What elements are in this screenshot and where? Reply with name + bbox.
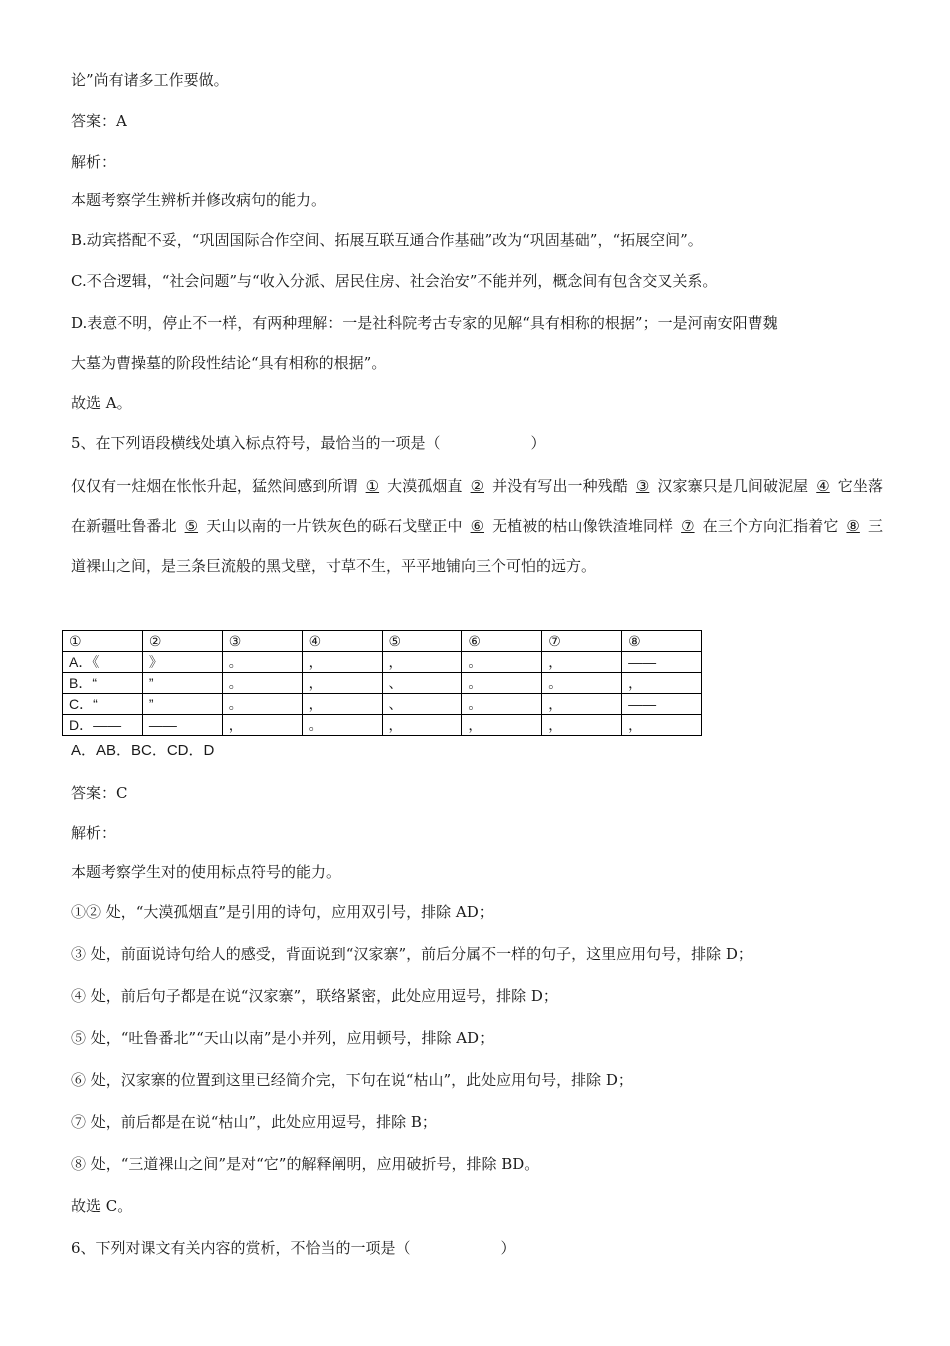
q5-point: ⑥ 处，汉家寨的位置到这里已经简介完，下句在说“枯山”，此处应用句号，排除 D； — [71, 1071, 633, 1089]
blank-1: ① — [365, 477, 380, 495]
q5-point: ⑤ 处，“吐鲁番北”“天山以南”是小并列，应用顿号，排除 AD； — [71, 1029, 495, 1047]
q5-point: ①② 处，“大漠孤烟直”是引用的诗句，应用双引号，排除 AD； — [71, 903, 494, 921]
passage-text: 汉家寨只是几间破泥屋 — [657, 477, 809, 495]
blank-7: ⑦ — [681, 517, 695, 535]
table-cell: ， — [302, 652, 382, 673]
continuation-text: 论”尚有诸多工作要做。 — [71, 71, 229, 89]
table-cell: 。 — [302, 715, 382, 736]
table-cell: 。 — [462, 694, 542, 715]
passage-text: 无植被的枯山像铁渣堆同样 — [492, 517, 674, 535]
table-row-c — [63, 694, 702, 715]
q4-analysis-label: 解析： — [71, 153, 117, 171]
table-header-cell: ⑦ — [542, 631, 622, 652]
table-row-b — [63, 673, 702, 694]
table-cell: ， — [302, 673, 382, 694]
table-cell: A．《 — [63, 652, 143, 673]
q5-point: ⑦ 处，前后都是在说“枯山”，此处应用逗号，排除 B； — [71, 1113, 437, 1131]
table-cell: ， — [462, 715, 542, 736]
blank-4: ④ — [816, 477, 830, 495]
q5-analysis-intro: 本题考察学生对的使用标点符号的能力。 — [71, 863, 342, 881]
table-cell: 。 — [222, 694, 302, 715]
table-cell: ， — [382, 715, 462, 736]
passage-text: 天山以南的一片铁灰色的砾石戈壁正中 — [206, 517, 463, 535]
table-cell: ” — [142, 673, 222, 694]
q4-point-c: C.不合逻辑，“社会问题”与“收入分派、居民住房、社会治安”不能并列，概念间有包含交叉关系。 — [71, 272, 718, 290]
table-header-cell: ⑧ — [622, 631, 702, 652]
table-header-row — [63, 631, 702, 652]
q4-conclusion: 故选 A。 — [71, 394, 132, 412]
table-cell: ” — [142, 694, 222, 715]
table-cell: 、 — [382, 694, 462, 715]
table-cell: 。 — [222, 673, 302, 694]
q4-answer: 答案：A — [71, 112, 127, 130]
table-cell: ， — [382, 652, 462, 673]
passage-text: 在三个方向汇指着它 — [702, 517, 839, 535]
table-cell: 、 — [382, 673, 462, 694]
table-cell: ， — [542, 715, 622, 736]
q5-point: ④ 处，前后句子都是在说“汉家寨”，联络紧密，此处应用逗号，排除 D； — [71, 987, 558, 1005]
blank-5: ⑤ — [184, 517, 199, 535]
table-cell: ， — [542, 652, 622, 673]
passage-text: 三道裸山之间，是三条巨流般的黑戈壁，寸草不生，平平地铺向三个可怕的远方。 — [71, 517, 883, 575]
table-cell: C．“ — [63, 694, 143, 715]
passage-text: 大漠孤烟直 — [387, 477, 463, 495]
q4-point-d-line2: 大墓为曹操墓的阶段性结论“具有相称的根据”。 — [71, 354, 387, 372]
q4-point-d-line1: D.表意不明，停止不一样，有两种理解：一是社科院考古专家的见解“具有相称的根据”；一是河南安阳曹魏 — [71, 314, 778, 332]
q5-passage — [71, 466, 883, 586]
table-header-cell: ⑤ — [382, 631, 462, 652]
table-cell: D．—— — [63, 715, 143, 736]
q6-stem — [71, 1238, 516, 1258]
table-cell: 。 — [462, 673, 542, 694]
q5-point: ⑧ 处，“三道裸山之间”是对“它”的解释阐明，应用破折号，排除 BD。 — [71, 1155, 540, 1173]
table-cell: —— — [622, 652, 702, 673]
passage-text: 它坐落在新疆吐鲁番北 — [71, 477, 883, 535]
q5-options-line: A．AB．BC．CD．D — [71, 742, 215, 759]
table-cell: 》 — [142, 652, 222, 673]
table-cell: 。 — [462, 652, 542, 673]
table-cell: ， — [222, 715, 302, 736]
table-cell: ， — [542, 694, 622, 715]
q4-analysis-intro: 本题考察学生辨析并修改病句的能力。 — [71, 191, 327, 209]
q4-point-b: B.动宾搭配不妥，“巩固国际合作空间、拓展互联互通合作基础”改为“巩固基础”，“拓展空间”。 — [71, 231, 703, 249]
table-cell: —— — [142, 715, 222, 736]
q5-point: ③ 处，前面说诗句给人的感受，背面说到“汉家寨”，前后分属不一样的句子，这里应用句号，排除 D； — [71, 945, 753, 963]
table-cell: 。 — [542, 673, 622, 694]
table-header-cell: ③ — [222, 631, 302, 652]
punctuation-options-table — [62, 630, 702, 736]
table-cell: ， — [302, 694, 382, 715]
table-header-cell: ⑥ — [462, 631, 542, 652]
passage-text: 并没有写出一种残酷 — [492, 477, 628, 495]
blank-2: ② — [470, 477, 485, 495]
table-header-cell: ① — [63, 631, 143, 652]
blank-3: ③ — [635, 477, 650, 495]
passage-text: 仅仅有一炷烟在怅怅升起，猛然间感到所谓 — [71, 477, 358, 495]
table-row-a — [63, 652, 702, 673]
table-cell: —— — [622, 694, 702, 715]
q5-stem — [71, 433, 546, 453]
blank-6: ⑥ — [470, 517, 485, 535]
q5-stem-text: 5、在下列语段横线处填入标点符号，最恰当的一项是（ — [71, 434, 441, 452]
q5-answer: 答案：C — [71, 784, 128, 802]
table-header-cell: ② — [142, 631, 222, 652]
table-row-d — [63, 715, 702, 736]
table-cell: ， — [622, 673, 702, 694]
q6-stem-close: ） — [500, 1239, 516, 1257]
table-header-cell: ④ — [302, 631, 382, 652]
q5-stem-close: ） — [530, 434, 546, 452]
q5-conclusion: 故选 C。 — [71, 1197, 133, 1215]
q6-stem-text: 6、下列对课文有关内容的赏析，不恰当的一项是（ — [71, 1239, 411, 1257]
table-cell: 。 — [222, 652, 302, 673]
table-cell: B．“ — [63, 673, 143, 694]
blank-8: ⑧ — [846, 517, 860, 535]
q5-analysis-label: 解析： — [71, 824, 117, 842]
table-cell: ， — [622, 715, 702, 736]
